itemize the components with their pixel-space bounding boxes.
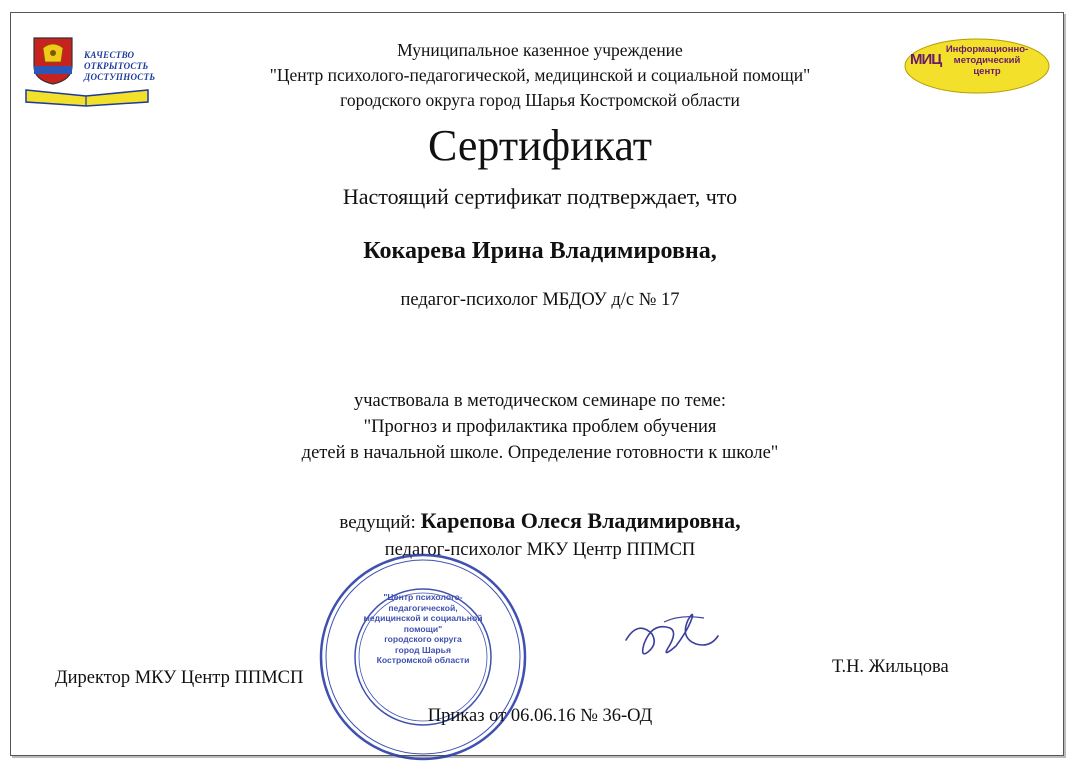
header-line-2: "Центр психолого-педагогической, медицинской и социальной помощи" bbox=[269, 65, 811, 85]
official-stamp bbox=[318, 552, 528, 762]
quality-logo bbox=[22, 34, 180, 120]
open-book-icon bbox=[22, 86, 152, 108]
leader-name: Карепова Олеся Владимировна, bbox=[420, 508, 741, 533]
signatory-name: Т.Н. Жильцова bbox=[832, 657, 949, 677]
seminar-line-2: "Прогноз и профилактика проблем обучения bbox=[363, 417, 717, 437]
order-reference: Приказ от 06.06.16 № 36-ОД bbox=[427, 706, 653, 726]
director-label: Директор МКУ Центр ППМСП bbox=[55, 668, 304, 688]
stamp-text: "Центр психолого- педагогической, медицинской и социальной помощи" городского округа город Шарья Костромской области bbox=[363, 592, 483, 665]
confirm-text: Настоящий сертификат подтверждает, что bbox=[342, 184, 738, 209]
methodical-center-logo bbox=[902, 36, 1052, 96]
recipient-name: Кокарева Ирина Владимировна, bbox=[363, 238, 717, 264]
certificate-title: Сертификат bbox=[428, 121, 652, 170]
handwritten-signature bbox=[618, 600, 728, 670]
coat-of-arms-icon bbox=[32, 36, 74, 86]
seminar-line-1: участвовала в методическом семинаре по теме: bbox=[353, 391, 727, 411]
logo-mark: МИЦ bbox=[910, 51, 942, 68]
header-line-1: Муниципальное казенное учреждение bbox=[397, 40, 683, 60]
recipient-position: педагог-психолог МБДОУ д/с № 17 bbox=[400, 290, 680, 310]
header-line-3: городского округа город Шарья Костромской области bbox=[340, 90, 740, 110]
seminar-description bbox=[0, 388, 1080, 466]
leader-position: педагог-психолог МКУ Центр ППМСП bbox=[384, 540, 696, 560]
institution-header bbox=[180, 38, 900, 113]
logo-caption: Информационно- методический центр bbox=[945, 44, 1029, 77]
seminar-line-3: детей в начальной школе. Определение готовности к школе" bbox=[301, 443, 779, 463]
leader-label: ведущий: bbox=[339, 512, 416, 533]
seminar-leader bbox=[0, 508, 1080, 534]
quality-logo-text: КАЧЕСТВО ОТКРЫТОСТЬ ДОСТУПНОСТЬ bbox=[84, 50, 156, 82]
